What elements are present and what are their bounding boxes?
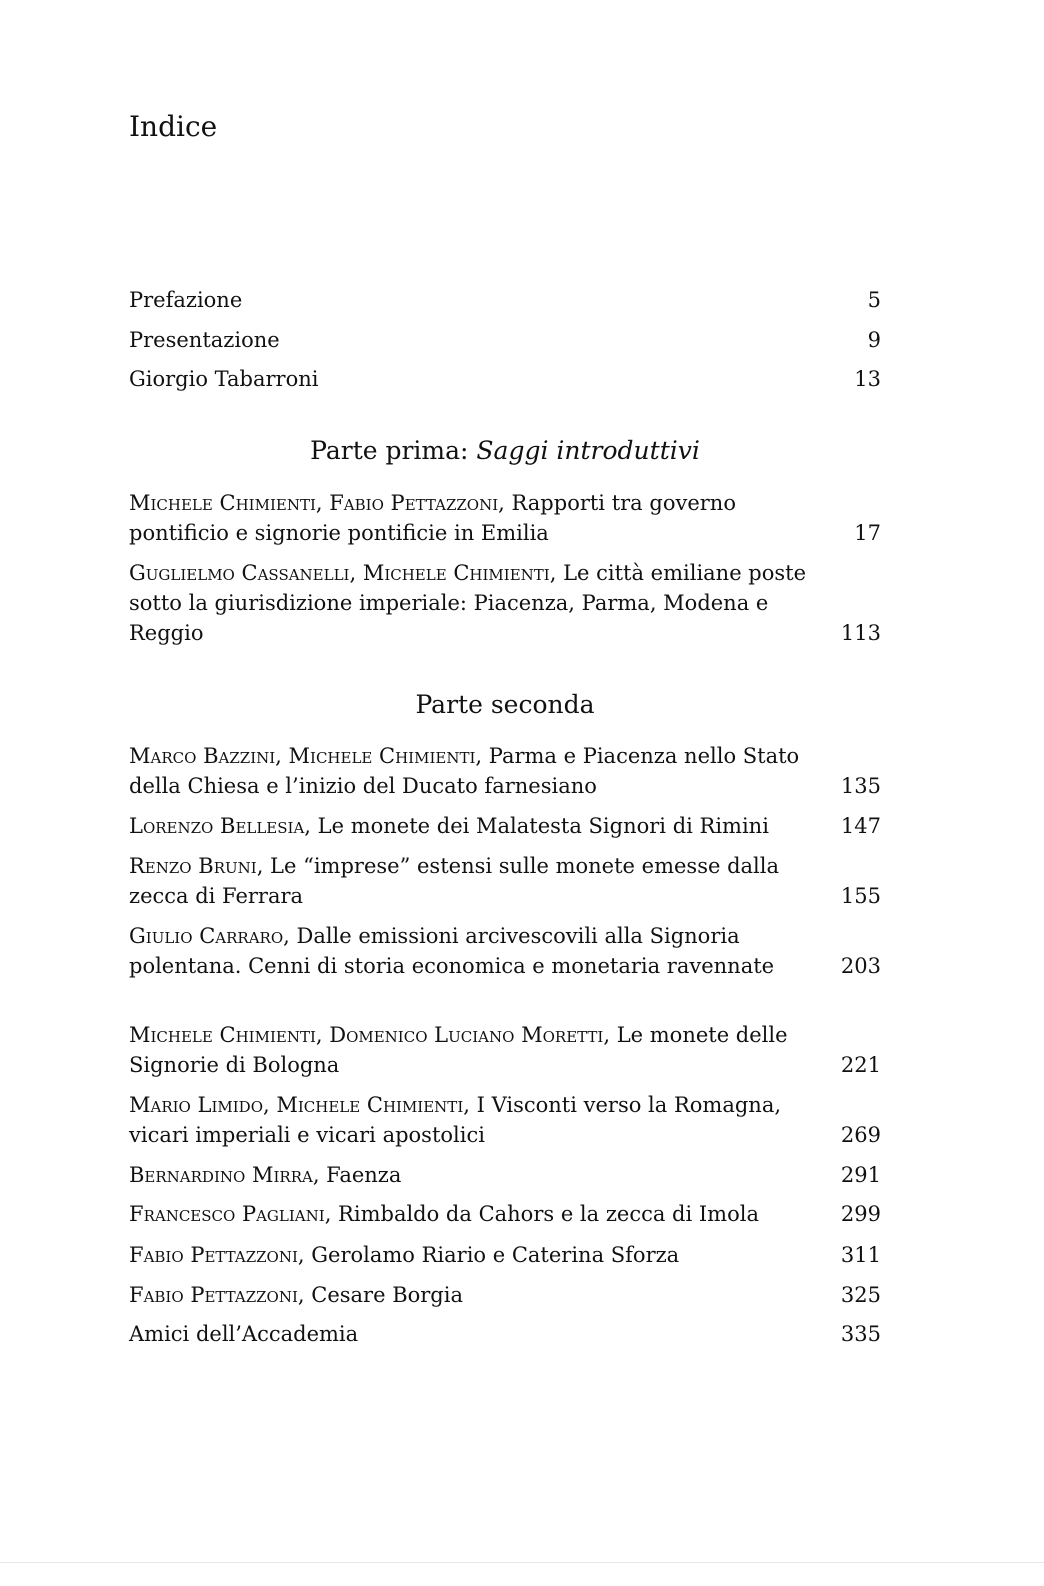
entry-title: Amici dell’Accademia [129, 1322, 359, 1346]
entry-page-number: 9 [867, 328, 881, 352]
entry-page-number: 299 [840, 1202, 881, 1226]
entry-page-number: 135 [840, 774, 881, 798]
toc-entry [129, 1280, 881, 1310]
entry-title: , Rimbaldo da Cahors e la zecca di Imola [324, 1202, 759, 1226]
entry-authors: Renzo Bruni [129, 854, 257, 878]
entry-title: , Gerolamo Riario e Caterina Sforza [297, 1243, 680, 1267]
entry-title: Giorgio Tabarroni [129, 367, 319, 391]
toc-entry-amici [129, 1319, 881, 1349]
entry-title: , Le monete delle Signorie di Bologna [129, 1023, 788, 1077]
entry-authors: Lorenzo Bellesia [129, 814, 305, 838]
page-bottom-divider [0, 1562, 1044, 1563]
toc-entry-prefazione [129, 285, 881, 315]
entry-page-number: 203 [840, 954, 881, 978]
entry-page-number: 155 [840, 884, 881, 908]
toc-entry [129, 851, 881, 911]
entry-title: , Le monete dei Malatesta Signori di Rimini [304, 814, 769, 838]
toc-entry [129, 488, 881, 548]
entry-authors: Bernardino Mirra [129, 1163, 313, 1187]
toc-entry [129, 1020, 881, 1080]
entry-page-number: 13 [854, 367, 881, 391]
entry-authors: Michele Chimienti, Fabio Pettazzoni [129, 491, 499, 515]
entry-authors: Michele Chimienti, Domenico Luciano Moretti [129, 1023, 604, 1047]
toc-entry [129, 1160, 881, 1190]
entry-authors: Francesco Pagliani [129, 1202, 325, 1226]
entry-authors: Fabio Pettazzoni [129, 1243, 298, 1267]
toc-entry-presentazione [129, 325, 881, 355]
entry-title: , Le città emiliane poste sotto la giurisdizione imperiale: Piacenza, Parma, Modena e Reggio [129, 561, 807, 645]
toc-entry [129, 921, 881, 981]
section-heading-part2 [129, 688, 881, 722]
entry-title: Prefazione [129, 288, 243, 312]
entry-title: , Parma e Piacenza nello Stato della Chiesa e l’inizio del Ducato farnesiano [129, 744, 800, 798]
entry-authors: Guglielmo Cassanelli, Michele Chimienti [129, 561, 550, 585]
entry-page-number: 221 [840, 1053, 881, 1077]
entry-page-number: 311 [840, 1243, 881, 1267]
section-heading-label: Parte prima: [310, 436, 477, 465]
entry-title: Presentazione [129, 328, 280, 352]
toc-entry [129, 1240, 881, 1270]
entry-page-number: 335 [840, 1322, 881, 1346]
toc-entry-tabarroni [129, 364, 881, 394]
entry-title: , I Visconti verso la Romagna, vicari imperiali e vicari apostolici [129, 1093, 782, 1147]
toc-entry [129, 1199, 881, 1229]
section-heading-label: Parte seconda [415, 690, 595, 719]
entry-title: , Faenza [312, 1163, 402, 1187]
entry-authors: Marco Bazzini, Michele Chimienti [129, 744, 476, 768]
toc-entry [129, 741, 881, 801]
section-heading-subtitle: Saggi introduttivi [476, 436, 700, 465]
entry-page-number: 269 [840, 1123, 881, 1147]
entry-page-number: 17 [854, 521, 881, 545]
entry-title: , Rapporti tra governo pontificio e signorie pontificie in Emilia [129, 491, 736, 545]
section-heading-part1 [129, 434, 881, 468]
entry-page-number: 5 [867, 288, 881, 312]
page-title: Indice [129, 110, 218, 143]
entry-title: , Le “imprese” estensi sulle monete emesse dalla zecca di Ferrara [129, 854, 779, 908]
entry-page-number: 113 [840, 621, 881, 645]
entry-authors: Giulio Carraro [129, 924, 284, 948]
entry-title: , Dalle emissioni arcivescovili alla Signoria polentana. Cenni di storia economica e monetaria ravennate [129, 924, 775, 978]
entry-page-number: 291 [840, 1163, 881, 1187]
toc-entry [129, 1090, 881, 1150]
entry-page-number: 147 [840, 814, 881, 838]
toc-entry [129, 558, 881, 648]
entry-page-number: 325 [840, 1283, 881, 1307]
entry-title: , Cesare Borgia [297, 1283, 463, 1307]
entry-authors: Fabio Pettazzoni [129, 1283, 298, 1307]
entry-authors: Mario Limido, Michele Chimienti [129, 1093, 464, 1117]
toc-entry [129, 811, 881, 841]
